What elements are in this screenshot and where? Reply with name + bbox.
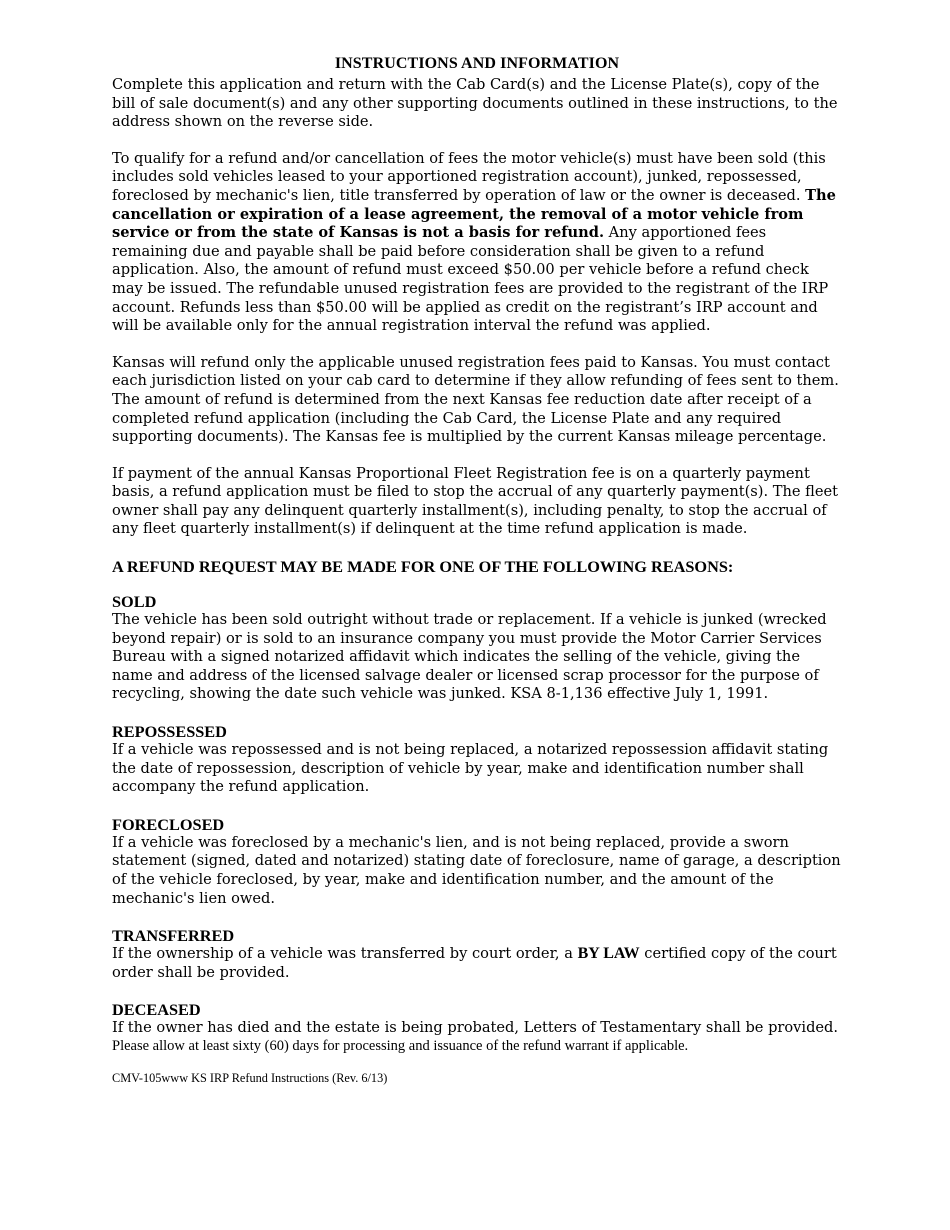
qualify-text-2: Any apportioned fees remaining due and payable shall be paid before consideration shall be given to a refund application. Also, the amount of refund must exceed $50.00 per vehicle before a refund check may be issued. The refundable unused registration fees are provided to the registrant of the IRP account. Refunds less than $50.00 will be applied as credit on the registrant’s IRP account and will be available only for the annual registration interval the refund was applied. xyxy=(112,224,829,335)
qualify-text-1: To qualify for a refund and/or cancellation of fees the motor vehicle(s) must have been sold (this includes sold vehicles leased to your apportioned registration account), junked, repossessed, foreclosed by mechanic's lien, title transferred by operation of law or the owner is deceased. xyxy=(112,149,826,204)
form-identifier: CMV-105www KS IRP Refund Instructions (Rev. 6/13) xyxy=(112,1070,388,1085)
document-page xyxy=(112,54,842,1086)
intro-paragraph: Complete this application and return with the Cab Card(s) and the License Plate(s), copy of the bill of sale document(s) and any other supporting documents outlined in these instructions, to the address shown on the reverse side. xyxy=(112,76,838,131)
deceased-text: If the owner has died and the estate is being probated, Letters of Testamentary shall be provided. xyxy=(112,1019,839,1037)
transferred-text-2: certified copy of the court order shall be provided. xyxy=(112,945,837,981)
transferred-text-1: If the ownership of a vehicle was transferred by court order, a xyxy=(112,945,578,963)
foreclosed-text: If a vehicle was foreclosed by a mechanic's lien, and is not being replaced, provide a sworn statement (signed, dated and notarized) stating date of foreclosure, name of garage, a description of the vehicle foreclosed, by year, make and identification number, and the amount of the mechanic's lien owed. xyxy=(112,833,841,907)
foreclosed-heading: FORECLOSED xyxy=(112,814,225,834)
repossessed-text: If a vehicle was repossessed and is not being replaced, a notarized repossession affidavit stating the date of repossession, description of vehicle by year, make and identification number shall accompany the refund application. xyxy=(112,741,829,796)
processing-note: Please allow at least sixty (60) days for processing and issuance of the refund warrant if applicable. xyxy=(112,1037,689,1054)
quarterly-paragraph: If payment of the annual Kansas Proportional Fleet Registration fee is on a quarterly payment basis, a refund application must be filed to stop the accrual of any quarterly payment(s). The fleet owner shall pay any delinquent quarterly installment(s), including penalty, to stop the accrual of any fleet quarterly installment(s) if delinquent at the time refund application is made. xyxy=(112,464,839,538)
transferred-text xyxy=(112,945,842,982)
sold-text: The vehicle has been sold outright without trade or replacement. If a vehicle is junked (wrecked beyond repair) or is sold to an insurance company you must provide the Motor Carrier Services Bureau with a signed notarized affidavit which indicates the selling of the vehicle, giving the name and address of the licensed salvage dealer or licensed scrap processor for the purpose of recycling, showing the date such vehicle was junked. KSA 8-1,136 effective July 1, 1991. xyxy=(112,611,827,703)
reasons-heading: A REFUND REQUEST MAY BE MADE FOR ONE OF THE FOLLOWING REASONS: xyxy=(112,557,734,577)
deceased-heading: DECEASED xyxy=(112,1000,201,1020)
qualify-paragraph xyxy=(112,150,842,336)
transferred-heading: TRANSFERRED xyxy=(112,926,235,946)
document-title: INSTRUCTIONS AND INFORMATION xyxy=(334,55,620,72)
sold-heading: SOLD xyxy=(112,592,157,612)
transferred-bold-text: BY LAW xyxy=(577,945,640,963)
kansas-refund-paragraph: Kansas will refund only the applicable unused registration fees paid to Kansas. You must contact each jurisdiction listed on your cab card to determine if they allow refunding of fees sent to them. The amount of refund is determined from the next Kansas fee reduction date after receipt of a completed refund application (including the Cab Card, the License Plate and any required supporting documents). The Kansas fee is multiplied by the current Kansas mileage percentage. xyxy=(112,353,839,446)
repossessed-heading: REPOSSESSED xyxy=(112,722,227,742)
qualify-bold-text: The cancellation or expiration of a lease agreement, the removal of a motor vehicle from service or from the state of Kansas is not a basis for refund. xyxy=(112,186,836,242)
